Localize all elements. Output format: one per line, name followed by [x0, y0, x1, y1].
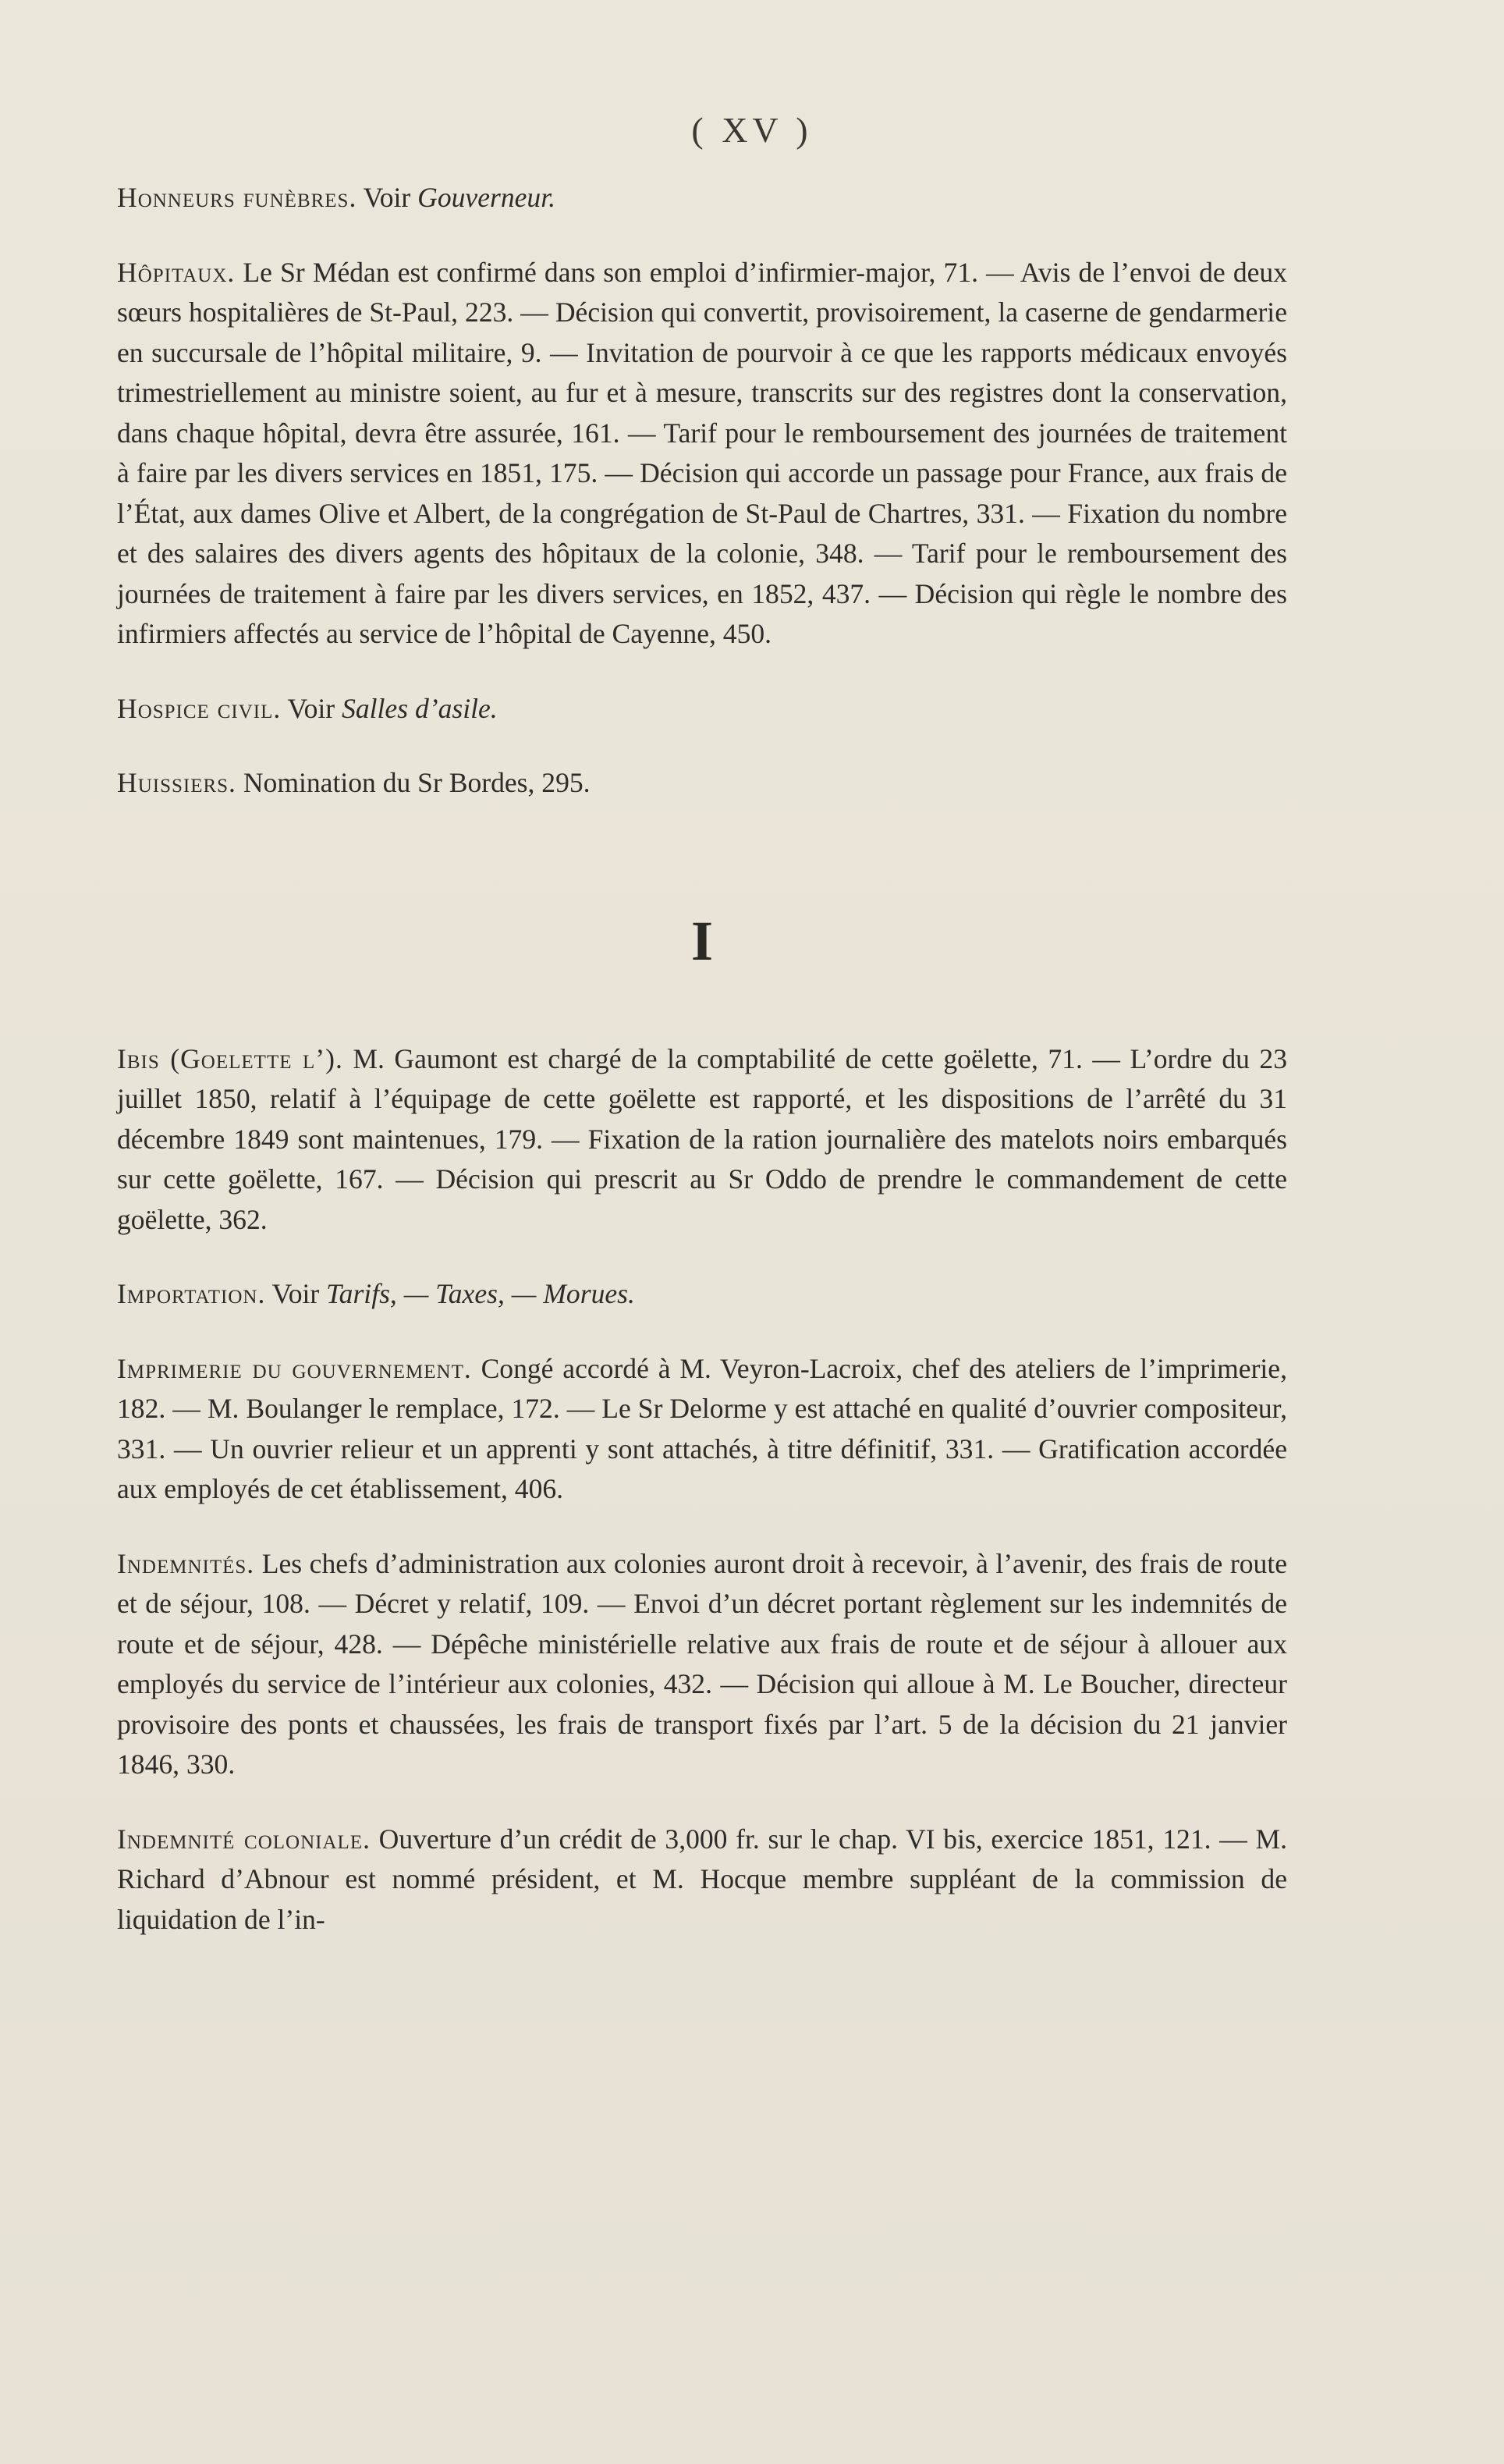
- entry-text: Voir: [356, 182, 418, 213]
- entry-cross-reference: Salles d’asile.: [342, 692, 498, 724]
- index-entry-ibis: [117, 1039, 1287, 1241]
- entry-cross-reference: Tarifs, — Taxes, — Morues.: [326, 1278, 635, 1309]
- entry-text: Ouverture d’un crédit de 3,000 fr. sur le chap. VI bis, exercice 1851, 121. — M. Richard d’Abnour est nommé président, et M. Hocque membre suppléant de la commission de liquidation de l’in-: [117, 1823, 1287, 1935]
- index-entry-huissiers: [117, 763, 1287, 804]
- index-entry-imprimerie: [117, 1349, 1287, 1510]
- entry-heading: Huissiers.: [117, 767, 236, 798]
- entry-text: Voir: [265, 1278, 327, 1309]
- entry-text: M. Gaumont est chargé de la comptabilité de cette goëlette, 71. — L’ordre du 23 juillet 1850, relatif à l’équipage de cette goëlette est rapporté, et les dispositions de l’arrêté du 31 décembre 1849 sont maintenues, 179. — Fixation de la ration journalière des matelots noirs embarqués sur cette goëlette, 167. — Décision qui prescrit au Sr Oddo de prendre le commandement de cette goëlette, 362.: [117, 1042, 1287, 1235]
- entry-heading: Hospice civil.: [117, 692, 282, 724]
- index-content: [117, 178, 1287, 1974]
- entry-heading: Imprimerie du gouvernement.: [117, 1352, 472, 1384]
- entry-text: Le Sr Médan est confirmé dans son emploi d’infirmier-major, 71. — Avis de l’envoi de deux sœurs hospitalières de St-Paul, 223. — Décision qui convertit, provisoirement, la caserne de gendarmerie en succursale de l’hôpital militaire, 9. — Invitation de pourvoir à ce que les rapports médicaux envoyés trimestriellement au ministre soient, au fur et à mesure, transcrits sur des registres dont la conservation, dans chaque hôpital, devra être assurée, 161. — Tarif pour le remboursement des journées de traitement à faire par les divers services en 1851, 175. — Décision qui accorde un passage pour France, aux frais de l’État, aux dames Olive et Albert, de la congrégation de St-Paul de Chartres, 331. — Fixation du nombre et des salaires des divers agents des hôpitaux de la colonie, 348. — Tarif pour le remboursement des journées de traitement à faire par les divers services, en 1852, 437. — Décision qui règle le nombre des infirmiers affectés au service de l’hôpital de Cayenne, 450.: [117, 256, 1287, 649]
- index-entry-hospice-civil: [117, 689, 1287, 730]
- entry-text: Les chefs d’administration aux colonies auront droit à recevoir, à l’avenir, des frais de route et de séjour, 108. — Décret y relatif, 109. — Envoi d’un décret portant règlement sur les indemnités de route et de séjour, 428. — Dépêche ministérielle relative aux frais de route et de séjour à allouer aux employés du service de l’intérieur aux colonies, 432. — Décision qui alloue à M. Le Boucher, directeur provisoire des ponts et chaussées, les frais de transport fixés par l’art. 5 de la décision du 21 janvier 1846, 330.: [117, 1547, 1287, 1780]
- page-number: ( XV ): [691, 110, 813, 150]
- entry-text: Voir: [281, 692, 342, 724]
- entry-heading: Importation.: [117, 1278, 266, 1309]
- entry-heading: Ibis (Goelette l’).: [117, 1042, 343, 1074]
- entry-heading: Honneurs funèbres.: [117, 182, 357, 213]
- entry-heading: Indemnités.: [117, 1547, 255, 1579]
- entry-text: Congé accordé à M. Veyron-Lacroix, chef des ateliers de l’imprimerie, 182. — M. Boulanger le remplace, 172. — Le Sr Delorme y est attaché en qualité d’ouvrier compositeur, 331. — Un ouvrier relieur et un apprenti y sont attachés, à titre définitif, 331. — Gratification accordée aux employés de cet établissement, 406.: [117, 1352, 1287, 1504]
- entry-heading: Indemnité coloniale.: [117, 1823, 371, 1855]
- index-entry-indemnites: [117, 1544, 1287, 1785]
- entry-text: Nomination du Sr Bordes, 295.: [236, 767, 591, 798]
- entry-heading: Hôpitaux.: [117, 256, 236, 288]
- index-entry-indemnite-coloniale: [117, 1820, 1287, 1940]
- index-entry-importation: [117, 1274, 1287, 1315]
- index-entry-hopitaux: [117, 253, 1287, 655]
- entry-cross-reference: Gouverneur.: [417, 182, 556, 213]
- section-letter: I: [690, 909, 714, 972]
- index-entry-honneurs-funebres: [117, 178, 1287, 218]
